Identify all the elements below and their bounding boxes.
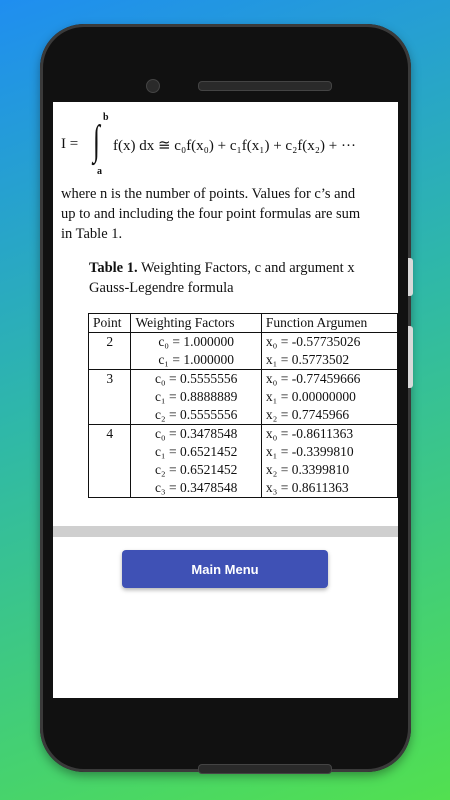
weights-cell [131, 333, 261, 370]
bottom-speaker [198, 764, 332, 774]
table-header-row [89, 314, 398, 333]
scroll-divider [53, 526, 398, 537]
header-point: Point [89, 314, 131, 333]
table-row [89, 425, 398, 498]
arg-value: x₃ = 0.8611363 [265, 480, 349, 495]
paragraph-line: where n is the number of points. Values for c’s and [61, 186, 356, 202]
integral-sign: ∫ [93, 118, 100, 164]
weight-value: c₂ = 0.6521452 [154, 462, 238, 477]
arg-value: x₀ = -0.8611363 [265, 426, 354, 441]
weight-value: c₂ = 0.5555556 [154, 407, 238, 422]
weights-cell [131, 425, 261, 498]
arg-value: x₂ = 0.7745966 [265, 407, 350, 422]
arg-value: x₀ = -0.57735026 [265, 334, 361, 349]
weight-value: c₁ = 0.6521452 [154, 444, 238, 459]
description-paragraph [61, 184, 398, 244]
front-camera [146, 79, 160, 93]
arg-value: x₂ = 0.3399810 [265, 462, 350, 477]
point-cell: 3 [89, 370, 131, 425]
header-weighting-factors: Weighting Factors [131, 314, 261, 333]
document-image[interactable] [53, 102, 398, 526]
power-button [408, 258, 413, 296]
args-cell [261, 370, 397, 425]
caption-line-2: Gauss-Legendre formula [89, 280, 234, 296]
volume-button [408, 326, 413, 388]
weight-value: c₃ = 0.3478548 [154, 480, 238, 495]
formula-lhs: I = [61, 136, 79, 152]
weight-value: c₀ = 0.3478548 [154, 426, 238, 441]
header-function-arguments: Function Argumen [261, 314, 397, 333]
arg-value: x₁ = -0.3399810 [265, 444, 354, 459]
args-cell [261, 425, 397, 498]
top-speaker [198, 81, 332, 91]
caption-label: Table 1. [89, 260, 138, 276]
paragraph-line: up to and including the four point formulas are sum [61, 206, 361, 222]
formula-rhs: f(x) dx ≅ c₀f(x₀) + c₁f(x₁) + c₂f(x₂) + ··· [113, 138, 356, 154]
main-menu-button[interactable]: Main Menu [122, 550, 328, 588]
arg-value: x₁ = 0.5773502 [265, 352, 350, 367]
weight-value: c₀ = 1.000000 [158, 334, 234, 349]
paragraph-line: in Table 1. [61, 226, 123, 242]
weights-cell [131, 370, 261, 425]
point-cell: 4 [89, 425, 131, 498]
app-screen [53, 102, 398, 698]
arg-value: x₁ = 0.00000000 [265, 389, 356, 404]
arg-value: x₀ = -0.77459666 [265, 371, 361, 386]
table-caption [89, 258, 355, 298]
integral-formula [61, 112, 398, 190]
point-cell: 2 [89, 333, 131, 370]
table-row [89, 370, 398, 425]
caption-text: Weighting Factors, c and argument x [137, 260, 355, 276]
upper-limit: b [103, 112, 109, 123]
lower-limit: a [97, 166, 102, 177]
table-row [89, 333, 398, 370]
weight-value: c₁ = 1.000000 [158, 352, 234, 367]
args-cell [261, 333, 397, 370]
gauss-legendre-table [88, 313, 398, 498]
weight-value: c₀ = 0.5555556 [154, 371, 238, 386]
weight-value: c₁ = 0.8888889 [154, 389, 238, 404]
